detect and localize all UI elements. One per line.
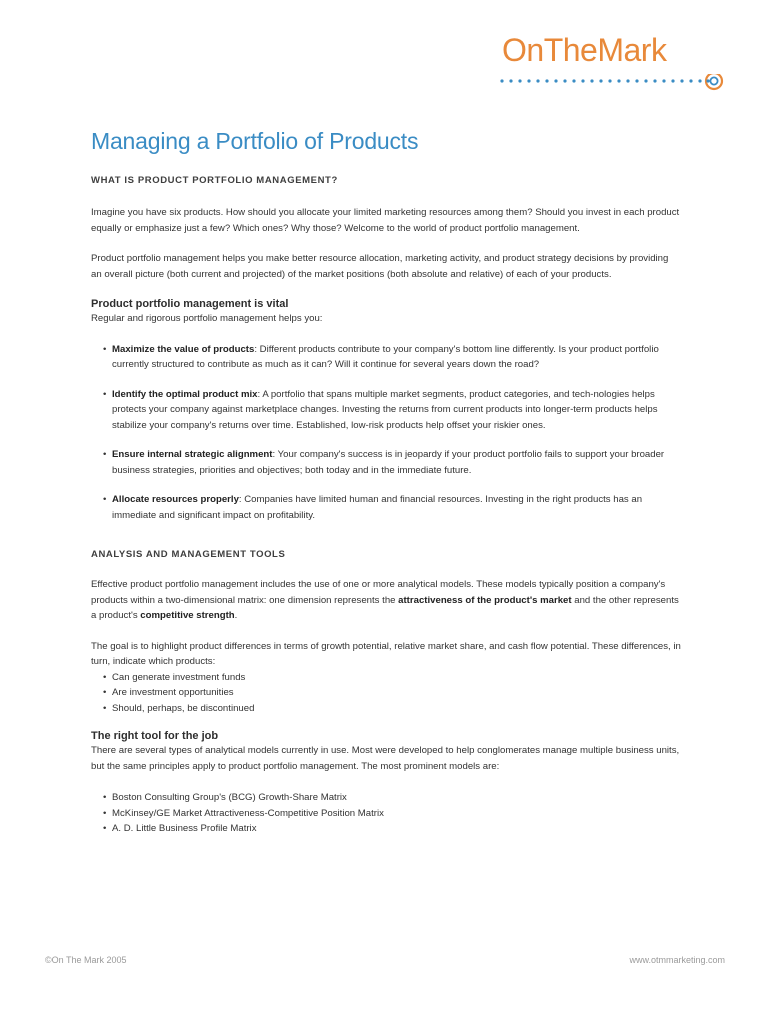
list-item: • Boston Consulting Group's (BCG) Growth-Share Matrix bbox=[103, 792, 347, 803]
vital-intro: Regular and rigorous portfolio management helps you: bbox=[91, 313, 323, 324]
intro-paragraph-1: Imagine you have six products. How should you allocate your limited marketing resources among them? Should you invest in each product equally or emphasize just a few? Which ones? Why those? Welcome to the world of product portfolio management. bbox=[91, 207, 680, 234]
product-outcomes-list bbox=[91, 670, 681, 717]
list-item: • McKinsey/GE Market Attractiveness-Competitive Position Matrix bbox=[103, 807, 384, 819]
list-item: • Are investment opportunities bbox=[103, 687, 234, 698]
page-title: Managing a Portfolio of Products bbox=[91, 128, 419, 154]
models-list bbox=[91, 790, 681, 837]
tools-paragraph-2: The goal is to highlight product differences in terms of growth potential, relative market share, and cash flow potential. These differences, in turn, indicate which products: bbox=[91, 640, 681, 667]
tool-paragraph: There are several types of analytical models currently in use. Most were developed to help conglomerates manage multiple business units, but the same principles apply to product portfolio management. The most prominent models are: bbox=[91, 745, 680, 772]
company-logo bbox=[496, 30, 732, 94]
section-heading-tools: ANALYSIS AND MANAGEMENT TOOLS bbox=[91, 549, 286, 560]
footer-website-link[interactable]: www.otmmarketing.com bbox=[629, 955, 725, 965]
footer-copyright: ©On The Mark 2005 bbox=[45, 955, 127, 965]
logo-wordmark: OnTheMark bbox=[502, 32, 667, 68]
list-item: • Can generate investment funds bbox=[103, 671, 246, 683]
vital-benefits-list bbox=[91, 342, 681, 524]
list-item: • Ensure internal strategic alignment: Your company's success is in jeopardy if your product portfolio fails to support your broader business strategies, priorities and objectives; both today and in the immediate future. bbox=[103, 449, 665, 476]
list-item: • Maximize the value of products: Different products contribute to your company's bottom line differently. Is your product portfolio currently structured to contribute as much as it can? Will it continue for several years down the road? bbox=[103, 343, 659, 370]
section-heading-what-is: WHAT IS PRODUCT PORTFOLIO MANAGEMENT? bbox=[91, 175, 338, 186]
intro-paragraph-2: Product portfolio management helps you make better resource allocation, marketing activity, and product strategy decisions by providing an overall picture (both current and projected) of the market positions (both absolute and relative) of each of your products. bbox=[91, 253, 669, 280]
document-body bbox=[91, 128, 681, 837]
list-item: • A. D. Little Business Profile Matrix bbox=[103, 823, 257, 834]
list-item: • Allocate resources properly: Companies have limited human and financial resources. Investing in the right products has an immediate and significant impact on profitability. bbox=[103, 494, 643, 521]
list-item: • Should, perhaps, be discontinued bbox=[103, 702, 255, 714]
subheading-right-tool: The right tool for the job bbox=[91, 730, 219, 742]
subheading-vital: Product portfolio management is vital bbox=[91, 298, 289, 310]
tools-paragraph-1: Effective product portfolio management includes the use of one or more analytical models. These models typically position a company's products within a two-dimensional matrix: one dimension represents the attractiveness of the product's market and the other represents a product's competitive strength. bbox=[91, 579, 679, 621]
logo-dotted-target-icon bbox=[496, 74, 732, 94]
list-item: • Identify the optimal product mix: A portfolio that spans multiple market segments, product categories, and tech-nologies helps protects your company against marketplace changes. Investing the returns from current products into longer-term products helps stabilize your company's returns over time. Established, low-risk products help offset your riskier ones. bbox=[103, 388, 658, 431]
